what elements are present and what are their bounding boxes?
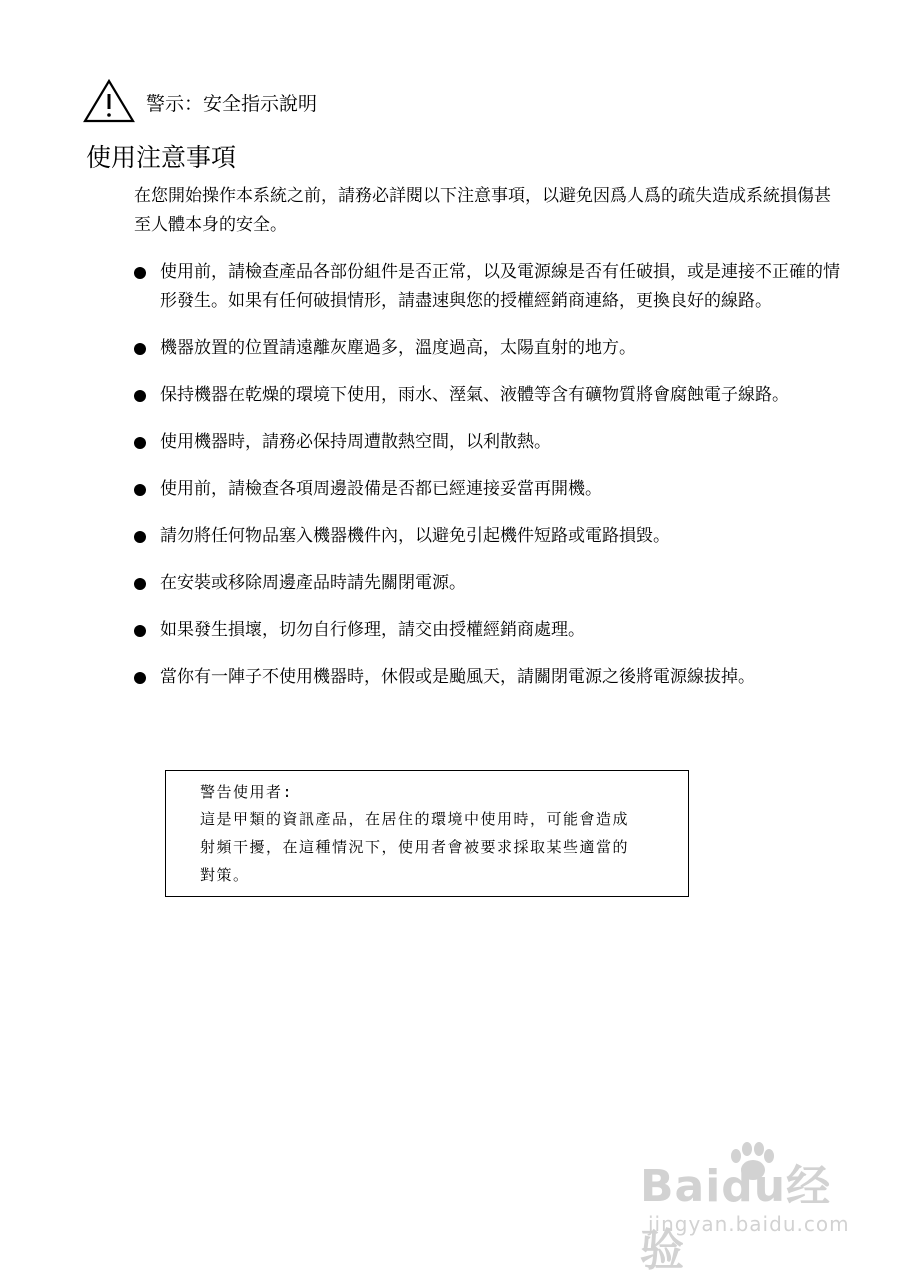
list-item (132, 428, 844, 457)
list-item (132, 475, 844, 504)
bullet-icon (134, 672, 146, 684)
list-item-text: 在安裝或移除周邊產品時請先關閉電源。 (160, 573, 466, 593)
list-item-text: 請勿將任何物品塞入機器機件內，以避免引起機件短路或電路損毀。 (160, 526, 670, 546)
bullet-icon (134, 531, 146, 543)
list-item-text: 使用前，請檢查產品各部份組件是否正常，以及電源線是否有任破損，或是連接不正確的情形發生。如果有任何破損情形，請盡速與您的授權經銷商連絡，更換良好的線路。 (160, 262, 840, 311)
notice-title: 警告使用者: (200, 783, 294, 801)
list-item-text: 保持機器在乾燥的環境下使用，雨水、溼氣、液體等含有礦物質將會腐蝕電子線路。 (160, 385, 789, 405)
warning-triangle-icon (82, 78, 136, 124)
list-item (132, 334, 844, 363)
watermark-url: jingyan.baidu.com (648, 1212, 850, 1236)
warning-header (82, 78, 317, 124)
list-item-text: 機器放置的位置請遠離灰塵過多，溫度過高，太陽直射的地方。 (160, 338, 636, 358)
list-item-text: 如果發生損壞，切勿自行修理，請交由授權經銷商處理。 (160, 620, 585, 640)
bullet-icon (134, 625, 146, 637)
bullet-icon (134, 267, 146, 279)
warning-title: 警示：安全指示說明 (146, 92, 318, 115)
bullet-icon (134, 484, 146, 496)
bullet-icon (134, 578, 146, 590)
bullet-icon (134, 343, 146, 355)
watermark (640, 1150, 870, 1276)
notice-line: 這是甲類的資訊產品，在居住的環境中使用時，可能會造成 (200, 810, 630, 828)
list-item (132, 569, 844, 598)
list-item-text: 使用機器時，請務必保持周遭散熱空間，以利散熱。 (160, 432, 551, 452)
notice-box (165, 770, 689, 897)
bullet-icon (134, 390, 146, 402)
intro-paragraph: 在您開始操作本系統之前，請務必詳閱以下注意事項，以避免因爲人爲的疏失造成系統損傷甚至人體本身的安全。 (134, 186, 831, 235)
list-item (132, 258, 844, 316)
list-item-text: 當你有一陣子不使用機器時，休假或是颱風天，請關閉電源之後將電源線拔掉。 (160, 667, 755, 687)
list-item (132, 663, 844, 692)
bullet-icon (134, 437, 146, 449)
list-item (132, 616, 844, 645)
notes-list (132, 258, 844, 710)
list-item (132, 522, 844, 551)
watermark-logo: Baidu经验 (640, 1161, 832, 1276)
list-item-text: 使用前，請檢查各項周邊設備是否都已經連接妥當再開機。 (160, 479, 602, 499)
list-item (132, 381, 844, 410)
notice-line: 射頻干擾，在這種情況下，使用者會被要求採取某些適當的 (200, 838, 630, 856)
notice-line: 對策。 (200, 866, 250, 884)
section-title: 使用注意事項 (86, 143, 237, 172)
